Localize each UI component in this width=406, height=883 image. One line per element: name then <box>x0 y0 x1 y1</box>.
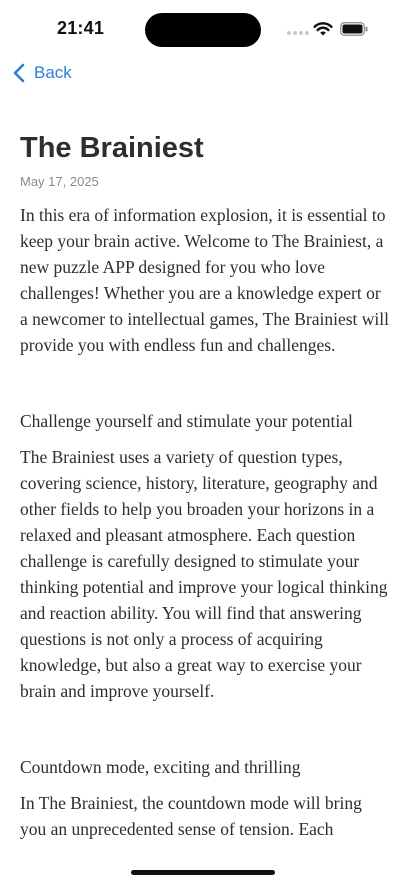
article-paragraph: The Brainiest uses a variety of question types, covering science, history, literature, geography and other fields to help you broaden your horizons in a relaxed and pleasant atmosphere. Each question challenge is carefully designed to stimulate your thinking potential and improve your logical thinking and reaction ability. You will find that answering questions is not only a process of acquiring knowledge, but also a great way to exercise your brain and improve yourself. <box>20 447 388 701</box>
back-button[interactable] <box>12 60 72 86</box>
status-bar <box>0 0 406 60</box>
article-paragraph: In The Brainiest, the countdown mode will bring you an unprecedented sense of tension. Each <box>20 793 362 839</box>
wifi-icon <box>313 21 333 37</box>
battery-icon <box>340 22 368 36</box>
cellular-signal-icon <box>287 31 309 37</box>
article-date: May 17, 2025 <box>20 174 99 189</box>
article-paragraph: In this era of information explosion, it is essential to keep your brain active. Welcome to The Brainiest, a new puzzle APP designed for you who love challenges! Whether you are a knowledge expert or a newcomer to intellectual games, The Brainiest will provide you with endless fun and challenges. <box>20 205 390 355</box>
article-title: The Brainiest <box>20 132 204 164</box>
article <box>20 128 392 842</box>
dynamic-island <box>145 13 261 47</box>
status-time: 21:41 <box>57 18 105 38</box>
home-indicator[interactable] <box>131 870 275 875</box>
back-label: Back <box>34 63 72 82</box>
section-heading: Countdown mode, exciting and thrilling <box>20 757 301 777</box>
section-heading: Challenge yourself and stimulate your potential <box>20 411 353 431</box>
chevron-left-icon <box>12 63 26 83</box>
